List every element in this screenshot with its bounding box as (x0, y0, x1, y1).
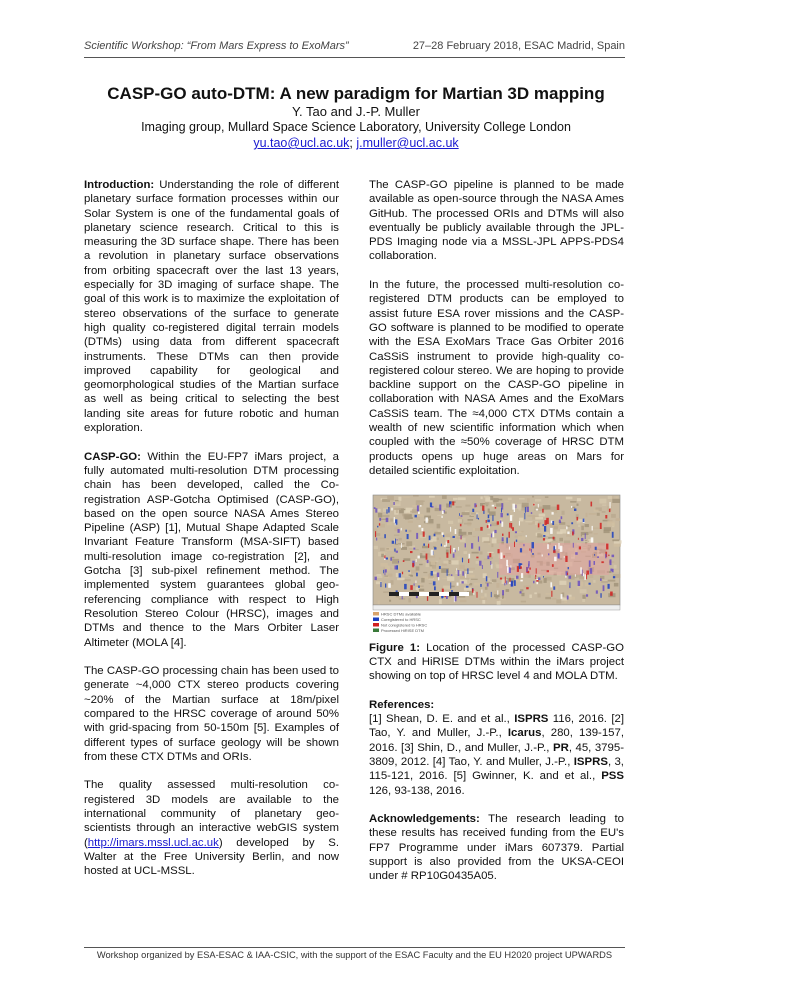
acknowledgements-paragraph (369, 812, 624, 883)
email-link-muller[interactable]: j.muller@ucl.ac.uk (356, 136, 459, 150)
references-paragraph (369, 698, 624, 712)
ref-2-journal: Icarus (507, 727, 542, 740)
ref-3: , 280, 139-157, 2016. [3] Shin, D., and Muller, J.-P., (369, 727, 624, 754)
page-footer: Workshop organized by ESA-ESAC & IAA-CSIC, with the support of the ESAC Faculty and the EU H2020 project UPWARDS (96, 950, 613, 960)
ref-4: , 45, 3795-3809, 2012. [4] Tao, Y. and Muller, J.-P., (369, 741, 624, 768)
caspgo-text: Within the EU-FP7 iMars project, a fully automated multi-resolution DTM processing chain has been developed, called the Co-registration ASP-Gotcha Optimised (CASP-GO), based on the open source NASA Ames Stereo Pipeline (ASP) [1], Mutual Shape Adapted Scale Invariant Feature Transform (MSA-SIFT) based multi-resolution image co-registration [2], and Gotcha [3] sub-pixel refinement method. The implemented system guarantees global geo-referencing compliance with respect to High Resolution Stereo Colour (HRSC), images and DTMs and thence to the Mars Orbiter Laser Altimeter (MOLA [4]. (84, 450, 339, 649)
email-link-tao[interactable]: yu.tao@ucl.ac.uk (253, 136, 350, 150)
footer-rule (84, 947, 625, 948)
webgis-text-a: The quality assessed multi-resolution co-registered 3D models are available to the international community of planetary geo-scientists through an interactive webGIS system ( (84, 779, 339, 849)
legend-label: Not coregistered to HRSC (381, 621, 428, 627)
ref-5: , 3, 115-121, 2016. [5] Gwinner, K. and et al., (369, 755, 624, 783)
ref-3-journal: PR (552, 741, 569, 754)
caption-label: Figure 1: (369, 641, 421, 654)
running-header (84, 40, 625, 56)
legend-swatch (373, 623, 379, 627)
future-paragraph: In the future, the processed multi-resolution co-registered DTM products can be employed to assist future ESA rover missions and the CASP-GO software is planned to be modified to operate with the ESA ExoMars Trace Gas Orbiter 2016 CaSSiS instrument to provide high-quality co-registered colour stereo. We are hoping to provide backline support on the CASP-GO pipeline in collaboration with NASA Ames and the ExoMars CaSSiS team. The ≈4,000 CTX DTMs contain a wealth of new scientific information which when coupled with the ≈50% coverage of HRSC DTM products opens up huge areas on Mars for detailed scientific exploitation. (369, 279, 624, 477)
left-column (84, 178, 339, 879)
legend-label: HRSC DTMs available (381, 610, 422, 616)
webgis-paragraph (84, 778, 339, 878)
ref-5-end: 126, 93-138, 2016. (369, 784, 465, 797)
imars-link[interactable]: http://imars.mssl.ucl.ac.uk (87, 836, 219, 849)
intro-heading: Introduction: (84, 179, 155, 191)
ref-4-journal: ISPRS (573, 755, 608, 768)
figure-1-map (369, 493, 624, 635)
intro-text: Understanding the role of different planetary surface formation processes within our Solar System is one of the fundamental goals of planetary science research. Critical to this is measuring the 3D surface shape. There has been a revolution in planetary surface observations from orbiting spacecraft over the last 13 years, especially for 3D imaging of surface shape. The goal of this work is to maximize the exploitation of stereo observations of the surface to generate high quality co-registered digital terrain models (DTMs) using data from different spacecraft instruments. These DTMs can then provide improved capability for geological and geomorphological studies of the Martian surface as well as being critical to selecting the best landing site areas for future robotic and human exploration. (84, 179, 339, 435)
webgis-text-b: ) developed by S. Walter at the Free University Berlin, and now hosted at UCL-MSSL. (84, 836, 339, 878)
opensource-paragraph: The CASP-GO pipeline is planned to be made available as open-source through the NASA Ames GitHub. The processed ORIs and DTMs will also eventually be publicly available through the JPL-PDS Imaging node via a MSSL-JPL APPS-PDS4 collaboration. (369, 179, 624, 263)
legend-swatch (373, 628, 379, 632)
ref-1-journal: ISPRS (514, 713, 549, 726)
header-rule (84, 57, 625, 58)
legend-label: Processed HiRISE DTM (381, 627, 424, 633)
acknowledgements-heading: Acknowledgements: (369, 813, 480, 826)
email-separator: ; (349, 136, 357, 150)
legend-swatch (373, 617, 379, 621)
references-heading: References: (369, 698, 435, 711)
legend-swatch (373, 612, 379, 616)
legend-label: Coregistered to HRSC (381, 616, 421, 622)
paper-affiliation: Imaging group, Mullard Space Science Laboratory, University College London (141, 120, 571, 134)
caption-text: Location of the processed CASP-GO CTX and HiRISE DTMs within the iMars project showing on top of HRSC level 4 and MOLA DTM. (369, 641, 624, 683)
intro-paragraph (84, 178, 339, 435)
caspgo-heading: CASP-GO: (84, 450, 141, 463)
figure-1-caption (369, 641, 624, 684)
paper-title: CASP-GO auto-DTM: A new paradigm for Martian 3D mapping (107, 84, 605, 103)
caspgo-paragraph (84, 450, 339, 650)
header-date-location: 27–28 February 2018, ESAC Madrid, Spain (412, 40, 625, 52)
header-workshop-title: Scientific Workshop: “From Mars Express to ExoMars” (84, 40, 349, 52)
paper-authors: Y. Tao and J.-P. Muller (292, 104, 420, 119)
references-list (369, 712, 624, 798)
ref-1: [1] Shean, D. E. and et al., (369, 713, 515, 726)
ref-5-journal: PSS (601, 770, 624, 783)
mars-coverage-map (369, 493, 624, 635)
right-column (369, 178, 624, 884)
acknowledgements-text: The research leading to these results has received funding from the EU's FP7 Programme under iMars 607379. Partial support is also provided from the UKSA-CEOI under # RP10G0435A05. (369, 813, 624, 883)
map-legend (373, 611, 427, 633)
author-emails (0, 136, 712, 150)
coverage-paragraph: The CASP-GO processing chain has been used to generate ~4,000 CTX stereo products covering ~20% of the Martian surface at 18m/pixel compared to the HRSC coverage of around 50% with grid-spacing from 50-150m [5]. Examples of different types of surface geology will be shown from these CTX DTMs and ORIs. (84, 665, 339, 763)
ref-2: 116, 2016. [2] Tao, Y. and Muller, J.-P., (369, 713, 624, 740)
